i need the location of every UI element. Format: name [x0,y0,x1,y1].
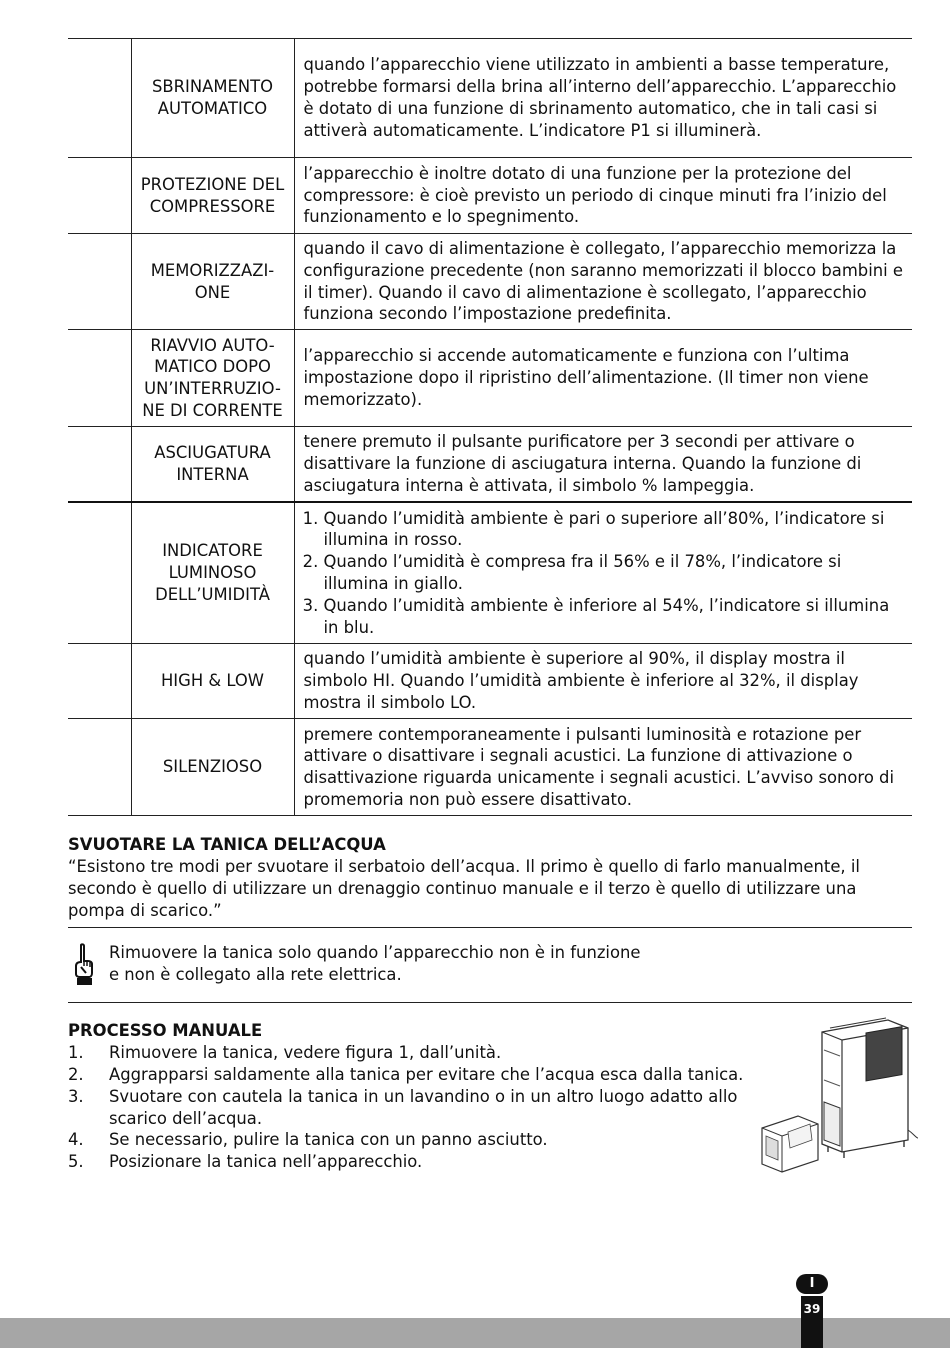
feature-description [294,502,912,644]
table-row [68,158,912,234]
note-text [109,942,641,986]
table-row [68,502,912,644]
feature-description: l’apparecchio è inoltre dotato di una funzione per la protezione del compressore: è cioè previsto un periodo di cinque minuti fra l’inizio del funzionamento e lo spegnimento. [294,158,912,234]
feature-description: quando il cavo di alimentazione è collegato, l’apparecchio memorizza la configurazione precedente (non saranno memorizzati il blocco bambini e il timer). Quando il cavo di alimentazione è scollegato, l’apparecchio funziona secondo l’impostazione predefinita. [294,234,912,330]
list-item: 4. Se necessario, pulire la tanica con un panno asciutto. [68,1130,548,1150]
list-item: 2. Quando l’umidità è compresa fra il 56% e il 78%, l’indicatore si illumina in giallo. [324,551,905,595]
table-row [68,644,912,719]
manual-process-title: PROCESSO MANUALE [68,1021,263,1041]
note-line: e non è collegato alla rete elettrica. [109,965,402,985]
table-row [68,39,912,158]
blank-cell [68,234,131,330]
feature-name: HIGH & LOW [131,644,294,719]
feature-name: ASCIUGATURA INTERNA [131,427,294,502]
feature-description: premere contemporaneamente i pulsanti luminosità e rotazione per attivare o disattivare i segnali acustici. La funzione di attivazione o disattivazione riguarda unicamente i segnali acustici. L’avviso sonoro di promemoria non può essere disattivato. [294,719,912,816]
tank-section-text: “Esistono tre modi per svuotare il serbatoio dell’acqua. Il primo è quello di farlo manualmente, il secondo è quello di utilizzare un drenaggio continuo manuale e il terzo è quello di utilizzare una pompa di scarico.” [68,856,860,920]
feature-name: MEMORIZZAZI-ONE [131,234,294,330]
list-item: 1. Quando l’umidità ambiente è pari o superiore all’80%, l’indicatore si illumina in rosso. [324,508,905,552]
table-row [68,330,912,427]
language-tab: I [796,1274,828,1294]
table-row [68,427,912,502]
feature-name: SBRINAMENTO AUTOMATICO [131,39,294,158]
feature-description: l’apparecchio si accende automaticamente e funziona con l’ultima impostazione dopo il ripristino dell’alimentazione. (Il timer non viene memorizzato). [294,330,912,427]
note-box [68,927,912,1003]
pointing-hand-icon [72,942,96,986]
tank-section-title: SVUOTARE LA TANICA DELL’ACQUA [68,835,386,855]
list-item: 1. Rimuovere la tanica, vedere figura 1, dall’unità. [68,1043,502,1063]
feature-description: quando l’umidità ambiente è superiore al 90%, il display mostra il simbolo HI. Quando l’umidità ambiente è inferiore al 32%, il display mostra il simbolo LO. [294,644,912,719]
blank-cell [68,644,131,719]
feature-description: tenere premuto il pulsante purificatore per 3 secondi per attivare o disattivare la funzione di asciugatura interna. Quando la funzione di asciugatura interna è attivata, il simbolo % lampeggia. [294,427,912,502]
blank-cell [68,427,131,502]
features-table [68,38,912,816]
note-line: Rimuovere la tanica solo quando l’apparecchio non è in funzione [109,943,641,963]
table-row [68,234,912,330]
feature-name: INDICATORE LUMINOSO DELL’UMIDITÀ [131,502,294,644]
feature-name: SILENZIOSO [131,719,294,816]
page-number: 39 [801,1296,823,1348]
list-item: 3. Quando l’umidità ambiente è inferiore al 54%, l’indicatore si illumina in blu. [324,595,905,639]
table-row [68,719,912,816]
feature-description: quando l’apparecchio viene utilizzato in ambienti a basse temperature, potrebbe formarsi della brina all’interno dell’apparecchio. L’apparecchio è dotato di una funzione di sbrinamento automatico, che in tali casi si attiverà automaticamente. L’indicatore P1 si illuminerà. [294,39,912,158]
blank-cell [68,502,131,644]
blank-cell [68,39,131,158]
dehumidifier-figure [758,1010,918,1180]
list-item: 3. Svuotare con cautela la tanica in un lavandino o in un altro luogo adatto allo scarico dell’acqua. [68,1086,738,1128]
feature-name: RIAVVIO AUTO-MATICO DOPO UN’INTERRUZIO-NE DI CORRENTE [131,330,294,427]
blank-cell [68,330,131,427]
feature-name: PROTEZIONE DEL COMPRESSORE [131,158,294,234]
page-content [68,38,912,1173]
list-item: 2. Aggrapparsi saldamente alla tanica per evitare che l’acqua esca dalla tanica. [68,1064,744,1084]
humidity-list [304,508,905,639]
blank-cell [68,158,131,234]
list-item: 5. Posizionare la tanica nell’apparecchio. [68,1152,423,1172]
blank-cell [68,719,131,816]
